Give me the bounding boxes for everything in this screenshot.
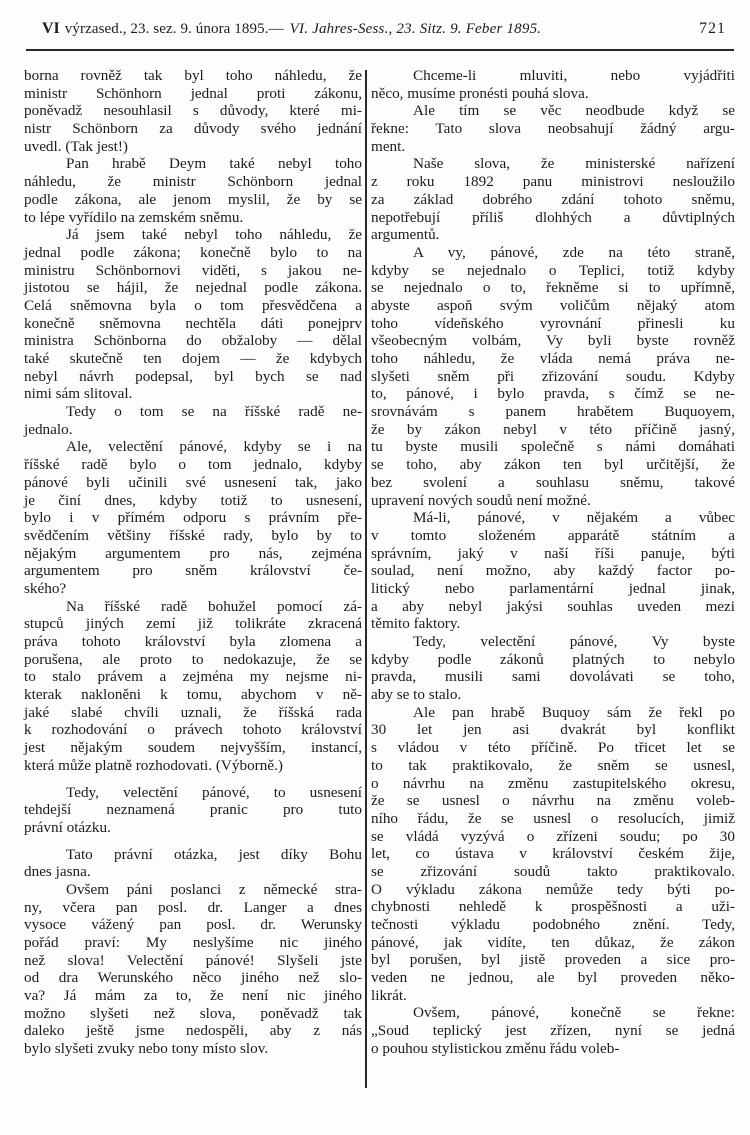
text-line: ního řádu, že se usnesl o resolucích, jimiž — [371, 809, 735, 827]
text-line: Ale, velectění pánové, kdyby se i na — [66, 438, 362, 456]
text-line: svědčením většiny říšské rady, bylo by to — [24, 526, 362, 544]
text-line: to tak praktikovalo, že sněm se usnesl, — [371, 756, 735, 774]
text-line: tu byste musili společně s námi domáhati — [371, 438, 735, 456]
text-line: Pan hrabě Deym také nebyl toho — [66, 155, 362, 173]
text-line: kdyby podle zákonů platných to nebylo — [371, 650, 735, 668]
text-line: tehdejší neznamená pranic pro tuto — [24, 801, 362, 819]
text-line: Celá sněmovna byla o tom přesvědčena a — [24, 296, 362, 314]
text-line: nistr Schönborn za důvody svého jednání — [24, 120, 362, 138]
text-line: také skutečně ten dojem — že kdybych — [24, 350, 362, 367]
running-header — [42, 20, 726, 44]
text-line: ment. — [371, 137, 406, 155]
text-line: ministru Schönbornovi viděti, s jakou ne- — [24, 261, 362, 279]
text-line: pánové, jak vidíte, ten důkaz, že zákon — [371, 933, 735, 951]
text-line: všeobecným volbám, Vy byli byste rovněž — [371, 332, 735, 350]
text-line: slyšeti sněm při zřizování soudu. Kdyby — [371, 367, 735, 385]
text-line: toho náhledu, že vláda nemá práva ne- — [371, 350, 735, 367]
paragraph — [371, 633, 735, 704]
text-line: argumentů. — [371, 226, 440, 244]
text-line: kdyby se nejednalo o Teplici, totiž kdyby — [371, 261, 735, 279]
text-line: Ale tím se věc neodbude když se — [413, 102, 735, 120]
text-line: likrát. — [371, 986, 407, 1004]
paragraph — [371, 1004, 735, 1057]
text-line: správním, jaký v naší říši panuje, býti — [371, 544, 735, 562]
text-line: Ovšem páni poslanci z německé stra- — [66, 880, 362, 898]
text-line: pánové byli učinili své usnesení tak, jako — [24, 473, 362, 491]
text-line: nepotřebují příliš dlohhých a důvtiplných — [371, 208, 735, 226]
text-line: než slova! Velectění pánové! Slyšeli jste — [24, 951, 362, 969]
text-line: se vládá vyzývá o zřízeni soudu; po 30 — [371, 827, 735, 845]
text-line: že by zákon nebyl v této příčině jasný, — [371, 420, 735, 438]
paragraph — [371, 155, 735, 243]
header-german: VI. Jahres-Sess., 23. Sitz. 9. Feber 1895. — [289, 21, 542, 37]
text-line: stupců jiných zemí již tolikráte zkracená — [24, 615, 362, 633]
text-line: právní otázku. — [24, 818, 111, 836]
paragraph — [24, 438, 362, 597]
text-line: to, pánové, i bylo pravda, s čímž se ne- — [371, 385, 735, 403]
paragraph — [24, 155, 362, 226]
text-line: argumentem pro sněm království če- — [24, 562, 362, 580]
text-line: konečně sněmovna nechtěla dáti ponejprv — [24, 314, 362, 332]
text-line: bez svolení a souhlasu sněmu, takové — [371, 473, 735, 491]
text-line: chybnosti nehledě k prospěšnosti a uži- — [371, 898, 735, 916]
text-line: a aby nebyl jakýsi souhlas uveden mezi — [371, 597, 735, 615]
header-czech: výrzased., 23. sez. 9. února 1895.— — [64, 21, 284, 37]
paragraph — [24, 403, 362, 438]
text-line: od dra Werunského něco jiného než slo- — [24, 969, 362, 987]
text-line: Ale pan hrabě Buquoy sám že řekl po — [413, 703, 735, 721]
paragraph — [24, 784, 362, 837]
text-line: to stalo právem a zejména my nejsme ni- — [24, 668, 362, 686]
text-line: tečnosti výkladu podobného znění. Tedy, — [371, 916, 735, 933]
text-line: práva tohoto království byla zlomena a — [24, 633, 362, 650]
text-line: O výkladu zákona nemůže tedy býti po- — [371, 880, 735, 898]
text-line: A vy, pánové, zde na této straně, — [413, 243, 735, 261]
text-line: upravení nových soudů není možné. — [371, 491, 591, 509]
text-line: za základ dobrého zdání tohoto sněmu, — [371, 190, 735, 208]
text-line: o pouhou stylistickou změnu řádu voleb- — [371, 1039, 620, 1057]
text-line: že se usnesl o návrhu na změnu voleb- — [371, 792, 735, 810]
text-line: nějakým argumentem pro nás, zejména — [24, 544, 362, 562]
text-line: bylo i v přímém odporu s právním pře- — [24, 509, 362, 527]
text-line: Tedy o tom se na říšské radě ne- — [66, 403, 362, 421]
text-line: těmito faktory. — [371, 615, 461, 633]
header-session-roman: VI — [42, 20, 60, 37]
text-line: Na říšské radě bohužel pomocí zá- — [66, 597, 362, 615]
text-line: z roku 1892 panu ministrovi nesloužilo — [371, 173, 735, 191]
text-line: toho vídeňského vyrovnání přinesli ku — [371, 314, 735, 332]
text-line: nebyl návrh podepsal, byl bych se nad — [24, 367, 362, 385]
text-line: „Soud teplický jest zřízen, nyní se jedná — [371, 1022, 735, 1040]
text-line: to lépe vyřídilo na zemském sněmu. — [24, 208, 244, 226]
text-line: náhledu, že ministr Schönborn jednal — [24, 173, 362, 191]
text-line: Tato právní otázka, jest díky Bohu — [66, 845, 362, 863]
text-line: je činí dnes, kdyby totiž to usnesení, — [24, 491, 362, 509]
paragraph — [371, 102, 735, 155]
text-line: Já jsem také nebyl toho náhledu, že — [66, 226, 362, 244]
right-column — [371, 67, 735, 1058]
header-rule — [26, 49, 734, 51]
text-line: poněvadž nesouhlasil s důvody, které mi- — [24, 102, 362, 120]
paragraph — [24, 846, 362, 881]
text-line: o návrhu na změnu zastupitelského okresu, — [371, 774, 735, 792]
text-line: veden ne jednou, ale byl proveden něko- — [371, 969, 735, 987]
text-line: daleko ještě jsme nedospěli, aby z nás — [24, 1022, 362, 1040]
paragraph — [371, 704, 735, 1005]
text-line: Tedy, velectění pánové, Vy byste — [413, 633, 735, 650]
text-line: 30 let jen asi dvakrát byl konflikt — [371, 721, 735, 739]
text-line: ministra Schönborna do obžaloby — dělal — [24, 332, 362, 350]
text-line: Chceme-li mluviti, nebo vyjádřiti — [413, 67, 735, 84]
column-divider — [365, 70, 367, 1088]
text-line: kterak nakloněni k tomu, abychom v ně- — [24, 686, 362, 704]
text-line: borna rovněž tak byl toho náhledu, že — [24, 67, 362, 84]
text-line: dnes jasna. — [24, 863, 91, 881]
text-line: s vládou v této příčině. Po třicet let se — [371, 739, 735, 757]
text-line: podle zákona, ale jenom myslil, že by se — [24, 190, 362, 208]
text-line: abyste aspoň svým voličům nějaký atom — [371, 296, 735, 314]
text-line: ny, včera pan posl. dr. Langer a dnes — [24, 898, 362, 916]
text-line: se zřizování soudů takto praktikovalo. — [371, 862, 735, 880]
text-line: pravda, musili sami dovolávati se toho, — [371, 668, 735, 686]
text-line: Má-li, pánové, v nějakém a vůbec — [413, 509, 735, 527]
page-number: 721 — [699, 20, 726, 37]
text-line: k rozhodování o právech tohoto království — [24, 721, 362, 739]
paragraph — [24, 598, 362, 775]
text-line: ského? — [24, 579, 67, 597]
text-line: bylo slyšeti zvuky nebo tony místo slov. — [24, 1040, 269, 1058]
text-line: v tomto složeném apparátě státním a — [371, 526, 735, 544]
text-line: va? Já mám za to, že není nic jiného — [24, 987, 362, 1005]
text-line: jaké slabé chvíli uznali, že říšská rada — [24, 703, 362, 721]
text-line: pořád praví: My neslyšíme nic jiného — [24, 934, 362, 951]
text-line: možno slyšeti než slova, poněvadž tak — [24, 1004, 362, 1022]
left-column — [24, 67, 362, 1058]
text-line: řekne: Tato slova neobsahují žádný argu- — [371, 120, 735, 138]
text-line: Naše slova, že ministerské nařízení — [413, 155, 735, 173]
text-line: aby se to stalo. — [371, 686, 462, 704]
text-line: porušena, ale proto to nedokazuje, že se — [24, 650, 362, 668]
paragraph — [24, 226, 362, 403]
text-line: litický nebo parlamentární jednal jinak, — [371, 579, 735, 597]
paragraph — [24, 67, 362, 155]
text-line: byl porušen, byl jistě proveden a sice pro- — [371, 951, 735, 969]
text-line: vysoce vážený pan posl. dr. Werunsky — [24, 916, 362, 934]
text-line: říšské radě bylo o tom jednalo, kdyby — [24, 456, 362, 474]
text-line: soulad, není možno, aby každý factor po- — [371, 562, 735, 580]
text-line: jistotou se hájil, že nejednal podle zákona. — [24, 279, 362, 297]
text-line: jest nějakým soudem nejvyšším, instancí, — [24, 739, 362, 757]
text-line: ministr Schönhorn jednal proti zákonu, — [24, 84, 362, 102]
paragraph — [371, 67, 735, 102]
text-line: jednal podle zákona; konečně bylo to na — [24, 243, 362, 261]
text-line: něco, musíme pronésti pouhá slova. — [371, 84, 589, 102]
text-line: let, co ústava v království českém žije, — [371, 845, 735, 863]
text-line: Ovšem, pánové, konečně se řekne: — [413, 1004, 735, 1022]
text-line: uvedl. (Tak jest!) — [24, 137, 128, 155]
text-line: jednalo. — [24, 420, 73, 438]
paragraph — [371, 509, 735, 633]
text-line: se nejednalo o to, řekněme si to upřímně, — [371, 279, 735, 297]
text-line: srovnávám s panem hrabětem Buquoyem, — [371, 403, 735, 421]
text-line: se toho, aby zákon ten byl určitější, že — [371, 456, 735, 474]
paragraph — [371, 244, 735, 509]
text-line: která může platně rozhodovati. (Výborně.) — [24, 756, 283, 774]
paragraph — [24, 881, 362, 1058]
text-line: Tedy, velectění pánové, to usnesení — [66, 783, 362, 801]
text-line: nimi sám slitoval. — [24, 385, 133, 403]
